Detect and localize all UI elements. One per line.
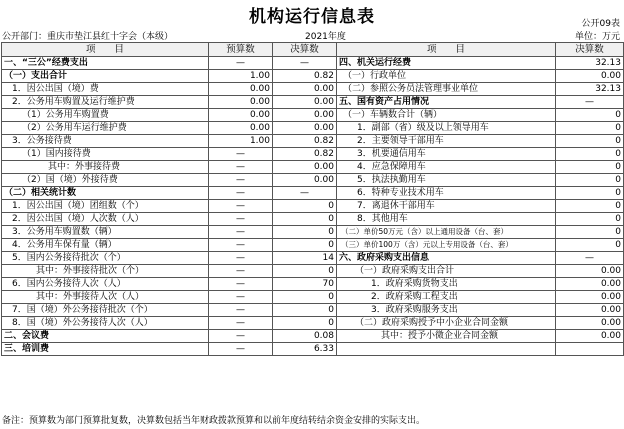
row-item-left: 二、会议费 bbox=[2, 330, 209, 343]
table-row bbox=[2, 96, 624, 109]
row-final: 0.00 bbox=[273, 109, 337, 122]
row-item-left: 其中：外事接待费 bbox=[2, 161, 209, 174]
table-row bbox=[2, 252, 624, 265]
table-row bbox=[2, 278, 624, 291]
row-item-left: 4．公务用车保有量（辆） bbox=[2, 239, 209, 252]
row-final: 0.82 bbox=[273, 70, 337, 83]
row-final-right: 0 bbox=[556, 148, 624, 161]
row-final-right: 0 bbox=[556, 200, 624, 213]
row-final-right: 32.13 bbox=[556, 83, 624, 96]
row-final-right: 0 bbox=[556, 122, 624, 135]
row-item-left: （二）相关统计数 bbox=[2, 187, 209, 200]
table-row bbox=[2, 200, 624, 213]
row-final: 0 bbox=[273, 304, 337, 317]
row-item-right: 6．特种专业技术用车 bbox=[337, 187, 556, 200]
row-final: 0.00 bbox=[273, 122, 337, 135]
row-item-left: 其中：外事接待人次（人） bbox=[2, 291, 209, 304]
row-item-right: （一）车辆数合计（辆） bbox=[337, 109, 556, 122]
row-item-left: 1．因公出国（境）费 bbox=[2, 83, 209, 96]
row-budget: — bbox=[209, 252, 273, 265]
table-row bbox=[2, 109, 624, 122]
row-budget: — bbox=[209, 330, 273, 343]
row-item-right: 8．其他用车 bbox=[337, 213, 556, 226]
row-final-right: 32.13 bbox=[556, 57, 624, 70]
row-item-right: （二）政府采购授予中小企业合同金额 bbox=[337, 317, 556, 330]
row-final: 0 bbox=[273, 239, 337, 252]
row-budget: 0.00 bbox=[209, 96, 273, 109]
row-item-right: （三）单价100万（含）元以上专用设备（台、套） bbox=[337, 239, 556, 252]
row-item-right: （二）单价50万元（含）以上通用设备（台、套） bbox=[337, 226, 556, 239]
row-final-right: 0.00 bbox=[556, 291, 624, 304]
row-budget: 0.00 bbox=[209, 122, 273, 135]
row-item-right: 4．应急保障用车 bbox=[337, 161, 556, 174]
table-row bbox=[2, 122, 624, 135]
row-item-left: 5．国内公务接待批次（个） bbox=[2, 252, 209, 265]
row-item-right: 五、国有资产占用情况 bbox=[337, 96, 556, 109]
row-budget: — bbox=[209, 226, 273, 239]
row-item-right: 3．机要通信用车 bbox=[337, 148, 556, 161]
row-final-right: 0 bbox=[556, 174, 624, 187]
row-item-right: 7．离退休干部用车 bbox=[337, 200, 556, 213]
row-final: 0.00 bbox=[273, 96, 337, 109]
row-item-left: 8．国（境）外公务接待人次（人） bbox=[2, 317, 209, 330]
table-header-row bbox=[2, 43, 624, 57]
row-final-right: 0.00 bbox=[556, 317, 624, 330]
row-final: — bbox=[273, 187, 337, 200]
table-row bbox=[2, 187, 624, 200]
row-final: 0.00 bbox=[273, 83, 337, 96]
info-table bbox=[1, 42, 624, 356]
row-item-right: 六、政府采购支出信息 bbox=[337, 252, 556, 265]
row-budget: 1.00 bbox=[209, 70, 273, 83]
row-final: 0 bbox=[273, 200, 337, 213]
table-row bbox=[2, 265, 624, 278]
row-budget: — bbox=[209, 161, 273, 174]
row-item-left: 3．公务接待费 bbox=[2, 135, 209, 148]
row-final-right: 0.00 bbox=[556, 265, 624, 278]
row-final-right: 0.00 bbox=[556, 330, 624, 343]
table-row bbox=[2, 174, 624, 187]
row-final: 14 bbox=[273, 252, 337, 265]
row-final: 0.00 bbox=[273, 161, 337, 174]
row-item-right: 3．政府采购服务支出 bbox=[337, 304, 556, 317]
header-item: 项 目 bbox=[2, 43, 209, 57]
table-row bbox=[2, 226, 624, 239]
row-budget: — bbox=[209, 291, 273, 304]
row-budget: — bbox=[209, 213, 273, 226]
table-row bbox=[2, 148, 624, 161]
row-final-right: 0 bbox=[556, 213, 624, 226]
table-row bbox=[2, 330, 624, 343]
row-final-right: 0 bbox=[556, 226, 624, 239]
row-final-right: 0.00 bbox=[556, 278, 624, 291]
row-item-right: 四、机关运行经费 bbox=[337, 57, 556, 70]
row-final-right: 0 bbox=[556, 239, 624, 252]
row-item-left: 6．国内公务接待人次（人） bbox=[2, 278, 209, 291]
row-item-left: 其中：外事接待批次（个） bbox=[2, 265, 209, 278]
row-item-left: （一）支出合计 bbox=[2, 70, 209, 83]
row-final: 0 bbox=[273, 317, 337, 330]
row-item-left: 三、培训费 bbox=[2, 343, 209, 356]
row-budget: — bbox=[209, 148, 273, 161]
row-budget: — bbox=[209, 174, 273, 187]
row-final-right: — bbox=[556, 96, 624, 109]
row-budget: — bbox=[209, 265, 273, 278]
table-row bbox=[2, 70, 624, 83]
row-item-left: 一、“三公”经费支出 bbox=[2, 57, 209, 70]
row-item-left: 1．因公出国（境）团组数（个） bbox=[2, 200, 209, 213]
row-item-right: 1．副部（省）级及以上领导用车 bbox=[337, 122, 556, 135]
row-item-right: （一）政府采购支出合计 bbox=[337, 265, 556, 278]
table-row bbox=[2, 343, 624, 356]
row-item-right: 2．主要领导干部用车 bbox=[337, 135, 556, 148]
row-item-right: （二）参照公务员法管理事业单位 bbox=[337, 83, 556, 96]
meta-bar bbox=[0, 28, 624, 41]
row-budget: — bbox=[209, 304, 273, 317]
row-item-left: 3．公务用车购置数（辆） bbox=[2, 226, 209, 239]
row-final-right: 0 bbox=[556, 161, 624, 174]
row-final: 0 bbox=[273, 226, 337, 239]
table-row bbox=[2, 213, 624, 226]
table-row bbox=[2, 83, 624, 96]
row-final: 0 bbox=[273, 265, 337, 278]
row-budget: — bbox=[209, 317, 273, 330]
row-item-left: （2）公务用车运行维护费 bbox=[2, 122, 209, 135]
unit-label: 单位：万元 bbox=[574, 32, 620, 42]
page-title: 机构运行信息表 bbox=[249, 7, 375, 27]
row-item-left: （1）国内接待费 bbox=[2, 148, 209, 161]
row-budget: — bbox=[209, 187, 273, 200]
header-item-right: 项 目 bbox=[337, 43, 556, 57]
footnote: 备注：预算数为部门预算批复数，决算数包括当年财政拨款预算和以前年度结转结余资金安排的实际支出。 bbox=[2, 416, 426, 426]
table-row bbox=[2, 135, 624, 148]
row-item-right: 1．政府采购货物支出 bbox=[337, 278, 556, 291]
row-item-left: （2）国（境）外接待费 bbox=[2, 174, 209, 187]
row-final: 70 bbox=[273, 278, 337, 291]
row-final-right: — bbox=[556, 252, 624, 265]
row-budget: — bbox=[209, 343, 273, 356]
row-item-right bbox=[337, 343, 556, 356]
form-number: 公开09表 bbox=[581, 19, 620, 29]
row-final: — bbox=[273, 57, 337, 70]
header-budget: 预算数 bbox=[209, 43, 273, 57]
table-row bbox=[2, 161, 624, 174]
table-row bbox=[2, 291, 624, 304]
row-final-right: 0 bbox=[556, 109, 624, 122]
row-final-right: 0.00 bbox=[556, 70, 624, 83]
row-item-right: 5．执法执勤用车 bbox=[337, 174, 556, 187]
row-budget: — bbox=[209, 278, 273, 291]
row-item-right: 2．政府采购工程支出 bbox=[337, 291, 556, 304]
row-final: 6.33 bbox=[273, 343, 337, 356]
table-body bbox=[2, 57, 624, 356]
table-row bbox=[2, 239, 624, 252]
row-budget: 0.00 bbox=[209, 109, 273, 122]
row-item-right: 其中：授予小微企业合同金额 bbox=[337, 330, 556, 343]
row-final: 0 bbox=[273, 291, 337, 304]
row-item-left: （1）公务用车购置费 bbox=[2, 109, 209, 122]
row-budget: 0.00 bbox=[209, 83, 273, 96]
table-row bbox=[2, 317, 624, 330]
row-item-left: 2．因公出国（境）人次数（人） bbox=[2, 213, 209, 226]
row-final-right bbox=[556, 343, 624, 356]
table-row bbox=[2, 304, 624, 317]
row-item-left: 2．公务用车购置及运行维护费 bbox=[2, 96, 209, 109]
row-final: 0.82 bbox=[273, 135, 337, 148]
row-final-right: 0 bbox=[556, 135, 624, 148]
row-budget: — bbox=[209, 239, 273, 252]
row-final: 0 bbox=[273, 213, 337, 226]
row-final-right: 0 bbox=[556, 187, 624, 200]
header-final-right: 决算数 bbox=[556, 43, 624, 57]
row-final: 0.00 bbox=[273, 174, 337, 187]
row-budget: — bbox=[209, 57, 273, 70]
row-item-right: （一）行政单位 bbox=[337, 70, 556, 83]
org-label: 公开部门：重庆市垫江县红十字会（本级） bbox=[2, 32, 174, 42]
year-label: 2021年度 bbox=[305, 32, 346, 42]
row-final: 0.82 bbox=[273, 148, 337, 161]
row-item-left: 7．国（境）外公务接待批次（个） bbox=[2, 304, 209, 317]
header-final: 决算数 bbox=[273, 43, 337, 57]
row-final: 0.08 bbox=[273, 330, 337, 343]
row-budget: 1.00 bbox=[209, 135, 273, 148]
row-budget: — bbox=[209, 200, 273, 213]
table-row bbox=[2, 57, 624, 70]
row-final-right: 0.00 bbox=[556, 304, 624, 317]
